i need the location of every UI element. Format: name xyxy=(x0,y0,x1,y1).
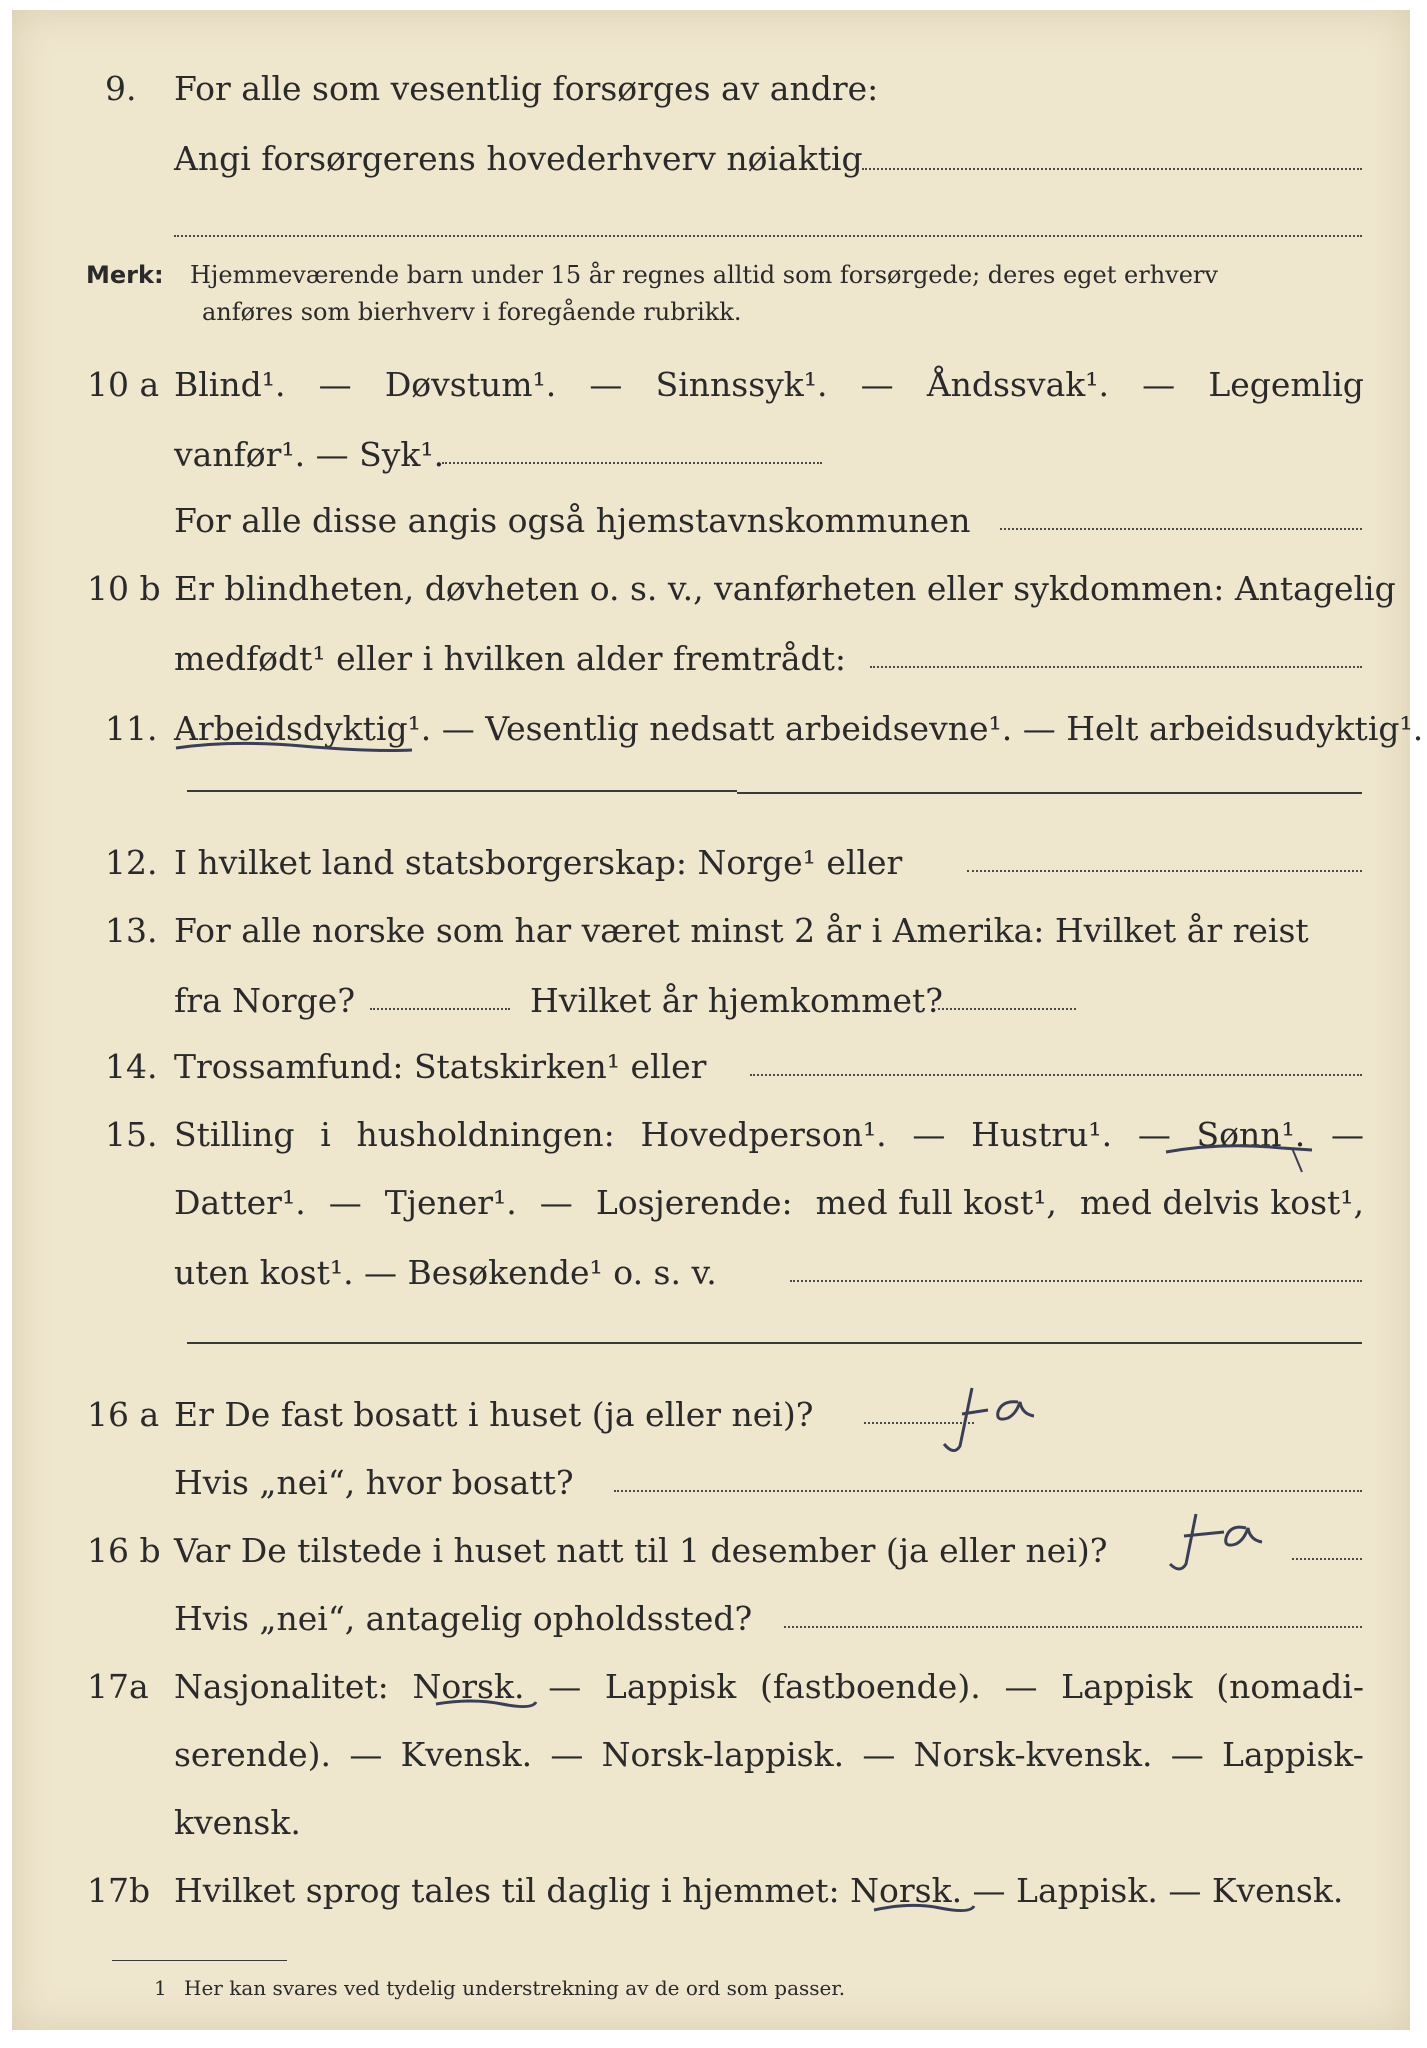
underline-norsk xyxy=(432,1694,542,1714)
word: Tjener¹. xyxy=(384,1183,517,1222)
q15-line3: uten kost¹. — Besøkende¹ o. s. v. xyxy=(174,1253,717,1292)
q14-line1: Trossamfund: Statskirken¹ eller xyxy=(174,1047,707,1086)
word: Nasjonalitet: xyxy=(174,1667,389,1706)
word: — xyxy=(349,1735,383,1774)
word: — xyxy=(1170,1735,1204,1774)
q17a-line2 xyxy=(174,1735,1364,1774)
word: Sønn¹. xyxy=(1196,1115,1306,1154)
q17b-number: 17b xyxy=(87,1871,151,1910)
q10a-line3: For alle disse angis også hjemstavnskommunen xyxy=(174,501,971,540)
q16b-line1: Var De tilstede i huset natt til 1 desember (ja eller nei)? xyxy=(174,1531,1108,1570)
q10b-number: 10 b xyxy=(87,569,161,608)
word: Lappisk xyxy=(1061,1667,1193,1706)
q16a-answer-handwriting xyxy=(932,1380,1062,1460)
q11-number: 11. xyxy=(105,709,158,748)
word: med full kost¹, xyxy=(815,1183,1057,1222)
q16b-line2: Hvis „nei“, antagelig opholdssted? xyxy=(174,1599,753,1638)
q10b-line1: Er blindheten, døvheten o. s. v., vanførheten eller sykdommen: Antagelig xyxy=(174,569,1396,608)
word: — xyxy=(912,1115,946,1154)
q9-number: 9. xyxy=(105,69,137,108)
word: — xyxy=(1004,1667,1038,1706)
census-form-page xyxy=(12,10,1424,2030)
q17b-line1: Hvilket sprog tales til daglig i hjemmet: Norsk. — Lappisk. — Kvensk. xyxy=(174,1871,1344,1910)
q13-line1: For alle norske som har været minst 2 år i Amerika: Hvilket år reist xyxy=(174,911,1309,950)
q12-line1: I hvilket land statsborgerskap: Norge¹ eller xyxy=(174,843,903,882)
q13-number: 13. xyxy=(105,911,158,950)
word: — xyxy=(1137,1115,1171,1154)
word: Blind¹. xyxy=(174,365,286,404)
q10b-line2: medfødt¹ eller i hvilken alder fremtrådt: xyxy=(174,639,847,678)
word: Lappisk xyxy=(604,1667,737,1706)
q16a-line2: Hvis „nei“, hvor bosatt? xyxy=(174,1463,574,1502)
q9-answer-line[interactable] xyxy=(862,168,1362,170)
q14-number: 14. xyxy=(105,1047,158,1086)
word: — xyxy=(862,1735,896,1774)
footnote-rule xyxy=(112,1960,287,1961)
q14-answer-line[interactable] xyxy=(750,1074,1362,1076)
q11-line1: Arbeidsdyktig¹. — Vesentlig nedsatt arbeidsevne¹. — Helt arbeidsudyktig¹. xyxy=(174,709,1424,748)
q9-line2: Angi forsørgerens hovederhverv nøiaktig xyxy=(174,139,863,178)
q16a-number: 16 a xyxy=(87,1395,160,1434)
word: Stilling xyxy=(174,1115,295,1154)
q15-answer-line[interactable] xyxy=(790,1280,1362,1282)
q10a-hometown-line[interactable] xyxy=(1000,528,1362,530)
word: — xyxy=(328,1183,362,1222)
word: Lappisk- xyxy=(1222,1735,1364,1774)
underline-norsk-language xyxy=(870,1896,980,1920)
q16b-number: 16 b xyxy=(87,1531,161,1570)
word: — xyxy=(539,1183,573,1222)
underline-sonn xyxy=(1162,1136,1332,1186)
q10a-answer-line[interactable] xyxy=(442,462,822,464)
word: Norsk-kvensk. xyxy=(913,1735,1153,1774)
merk-line2: anføres som bierhverv i foregående rubrikk. xyxy=(202,298,742,326)
q11-rule-right xyxy=(737,792,1362,794)
word: med delvis kost¹, xyxy=(1079,1183,1364,1222)
merk-line1: Hjemmeværende barn under 15 år regnes alltid som forsørgede; deres eget erhverv xyxy=(190,261,1218,289)
word: — xyxy=(1142,365,1176,404)
word: — xyxy=(860,365,894,404)
word: Åndssvak¹. xyxy=(926,365,1109,404)
word: Sinnssyk¹. xyxy=(655,365,828,404)
q9-answer-line-2[interactable] xyxy=(174,235,1362,237)
merk-note xyxy=(86,263,164,287)
q16a-line1: Er De fast bosatt i huset (ja eller nei)? xyxy=(174,1395,814,1434)
footnote-text: Her kan svares ved tydelig understrekning av de ord som passer. xyxy=(184,1976,846,2000)
q17a-number: 17a xyxy=(87,1667,149,1706)
q12-number: 12. xyxy=(105,843,158,882)
q10b-answer-line[interactable] xyxy=(870,666,1362,668)
word: — xyxy=(318,365,352,404)
word: — xyxy=(550,1735,584,1774)
word: husholdningen: xyxy=(356,1115,615,1154)
q15-number: 15. xyxy=(105,1115,158,1154)
q9-line1: For alle som vesentlig forsørges av andre: xyxy=(174,69,879,108)
q16b-answer-handwriting xyxy=(1162,1508,1312,1578)
word: Døvstum¹. xyxy=(384,365,557,404)
q16b-answer-line[interactable] xyxy=(1292,1558,1362,1560)
q16b-location-line[interactable] xyxy=(784,1626,1362,1628)
q16a-residence-line[interactable] xyxy=(614,1490,1362,1492)
merk-label: Merk: xyxy=(86,261,164,289)
word: i xyxy=(320,1115,331,1154)
word: Legemlig xyxy=(1208,365,1364,404)
q10a-line2: vanfør¹. — Syk¹. xyxy=(174,435,445,474)
q15-rule xyxy=(187,1342,1362,1344)
q12-answer-line[interactable] xyxy=(967,870,1362,872)
word: Losjerende: xyxy=(595,1183,793,1222)
word: — xyxy=(548,1667,582,1706)
word: — xyxy=(589,365,623,404)
word: serende). xyxy=(174,1735,332,1774)
q17a-line1 xyxy=(174,1667,1364,1706)
q13-line2b: Hvilket år hjemkommet? xyxy=(530,981,943,1020)
word: — xyxy=(1330,1115,1364,1154)
q11-rule-left xyxy=(187,790,737,792)
word: (nomadi- xyxy=(1216,1667,1364,1706)
underline-arbeidsdyktig xyxy=(172,738,422,758)
word: Hustru¹. xyxy=(971,1115,1113,1154)
q15-line2 xyxy=(174,1183,1364,1222)
word: Hovedperson¹. xyxy=(640,1115,887,1154)
footnote-mark: 1 xyxy=(154,1976,167,2000)
word: Norsk. xyxy=(412,1667,525,1706)
q17a-line3: kvensk. xyxy=(174,1803,301,1842)
word: (fastboende). xyxy=(759,1667,981,1706)
word: Kvensk. xyxy=(400,1735,533,1774)
q10a-line1 xyxy=(174,365,1364,404)
q13-emigrated-line[interactable] xyxy=(370,1008,510,1010)
q13-returned-line[interactable] xyxy=(938,1008,1076,1010)
word: Norsk-lappisk. xyxy=(601,1735,845,1774)
q10a-number: 10 a xyxy=(87,365,160,404)
q13-line2a: fra Norge? xyxy=(174,981,356,1020)
word: Datter¹. xyxy=(174,1183,306,1222)
